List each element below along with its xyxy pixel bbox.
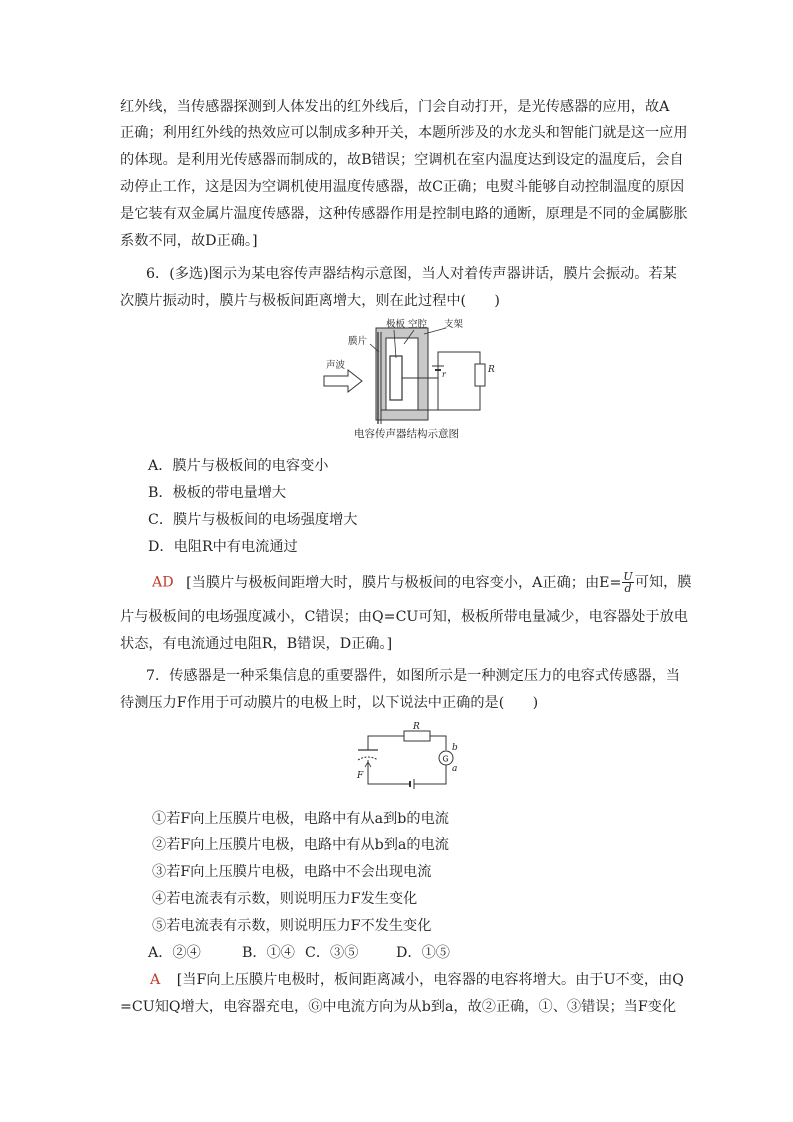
q6-explanation (152, 571, 691, 594)
q7-explanation-text: [当F向上压膜片电极时，板间距离减小，电容器的电容将增大。由于U不变，由Q (176, 972, 684, 988)
q6-figure-caption: 电容传声器结构示意图 (354, 428, 459, 440)
para-line: 正确；利用红外线的热效应可以制成多种开关，本题所涉及的水龙头和智能门就是这一应用 (120, 125, 688, 141)
label-plate: 极板 (386, 319, 406, 330)
q7-statement-4: ④若电流表有示数，则说明压力F发生变化 (152, 891, 418, 907)
q6-option-d: D．电阻R中有电流通过 (148, 539, 298, 555)
q7-option-a: A．②④ (148, 945, 201, 961)
pressure-sensor-circuit-diagram (354, 720, 474, 794)
q7-option-b: B．①④ (242, 945, 295, 961)
para-line: 动停止工作，这是因为空调机使用温度传感器，故C正确；电熨斗能够自动控制温度的原因 (120, 179, 685, 195)
para-line: 的体现。是利用光传感器而制成的，故B错误；空调机在室内温度达到设定的温度后，会自 (120, 152, 684, 168)
q7-statement-5: ⑤若电流表有示数，则说明压力F不发生变化 (152, 918, 432, 934)
label-cavity: 空腔 (408, 319, 428, 330)
para-line: 是它装有双金属片温度传感器，这种传感器作用是控制电路的通断，原理是不同的金属膨胀 (120, 206, 688, 222)
q7-option-d: D．①⑤ (396, 945, 450, 961)
q7-answer-key: A (150, 972, 161, 988)
q6-explanation-line: 状态，有电流通过电阻R，B错误，D正确。] (120, 636, 393, 652)
label-G: G (442, 754, 449, 764)
q7-stem: 7．传感器是一种采集信息的重要器件，如图所示是一种测定压力的电容式传感器，当 (146, 668, 680, 684)
q7-option-c: C．③⑤ (305, 945, 359, 961)
q6-answer-key: AD (152, 574, 174, 591)
label-b: b (452, 743, 458, 753)
fraction-U-over-d (622, 571, 633, 594)
capacitor-microphone-diagram (318, 314, 500, 442)
q7-explanation (150, 969, 684, 989)
q6-explanation-line: 片与极板间的电场强度减小，C错误；由Q=CU可知，极板所带电量减少，电容器处于放电 (120, 609, 688, 625)
q6-explanation-part: [当膜片与极板间距增大时，膜片与极板间的电容变小，A正确；由E= (186, 574, 622, 591)
frac-denominator: d (624, 582, 632, 595)
q7-stem: 待测压力F作用于可动膜片的电极上时，以下说法中正确的是( ) (120, 695, 539, 711)
q6-option-b: B．极板的带电量增大 (148, 485, 287, 501)
q7-statement-1: ①若F向上压膜片电极，电路中有从a到b的电流 (152, 811, 449, 827)
q6-stem: 6．(多选)图示为某电容传声器结构示意图，当人对着传声器讲话，膜片会振动。若某 (146, 266, 677, 282)
q7-statement-3: ③若F向上压膜片电极，电路中不会出现电流 (152, 864, 432, 880)
q6-explanation-part: 可知，膜 (634, 574, 692, 591)
label-F: F (357, 771, 364, 781)
label-a: a (452, 764, 458, 774)
q7-statement-2: ②若F向上压膜片电极，电路中有从b到a的电流 (152, 837, 449, 853)
para-line: 红外线，当传感器探测到人体发出的红外线后，门会自动打开，是光传感器的应用，故A (120, 99, 670, 115)
q6-stem: 次膜片振动时，膜片与极板间距离增大，则在此过程中( ) (120, 293, 500, 309)
q7-explanation-line: =CU知Q增大，电容器充电，Ⓖ中电流方向为从b到a，故②正确，①、③错误；当F变化 (120, 999, 677, 1015)
label-R: R (413, 722, 420, 732)
frac-numerator: U (623, 570, 633, 583)
label-membrane: 膜片 (348, 336, 368, 347)
label-sound: 声波 (326, 360, 346, 371)
q6-option-a: A．膜片与极板间的电容变小 (148, 458, 329, 474)
para-line: 系数不同，故D正确。] (120, 233, 258, 249)
q6-option-c: C．膜片与极板间的电场强度增大 (148, 512, 358, 528)
label-R: R (488, 365, 495, 375)
label-r: r (442, 370, 446, 379)
label-frame: 支架 (444, 319, 464, 330)
